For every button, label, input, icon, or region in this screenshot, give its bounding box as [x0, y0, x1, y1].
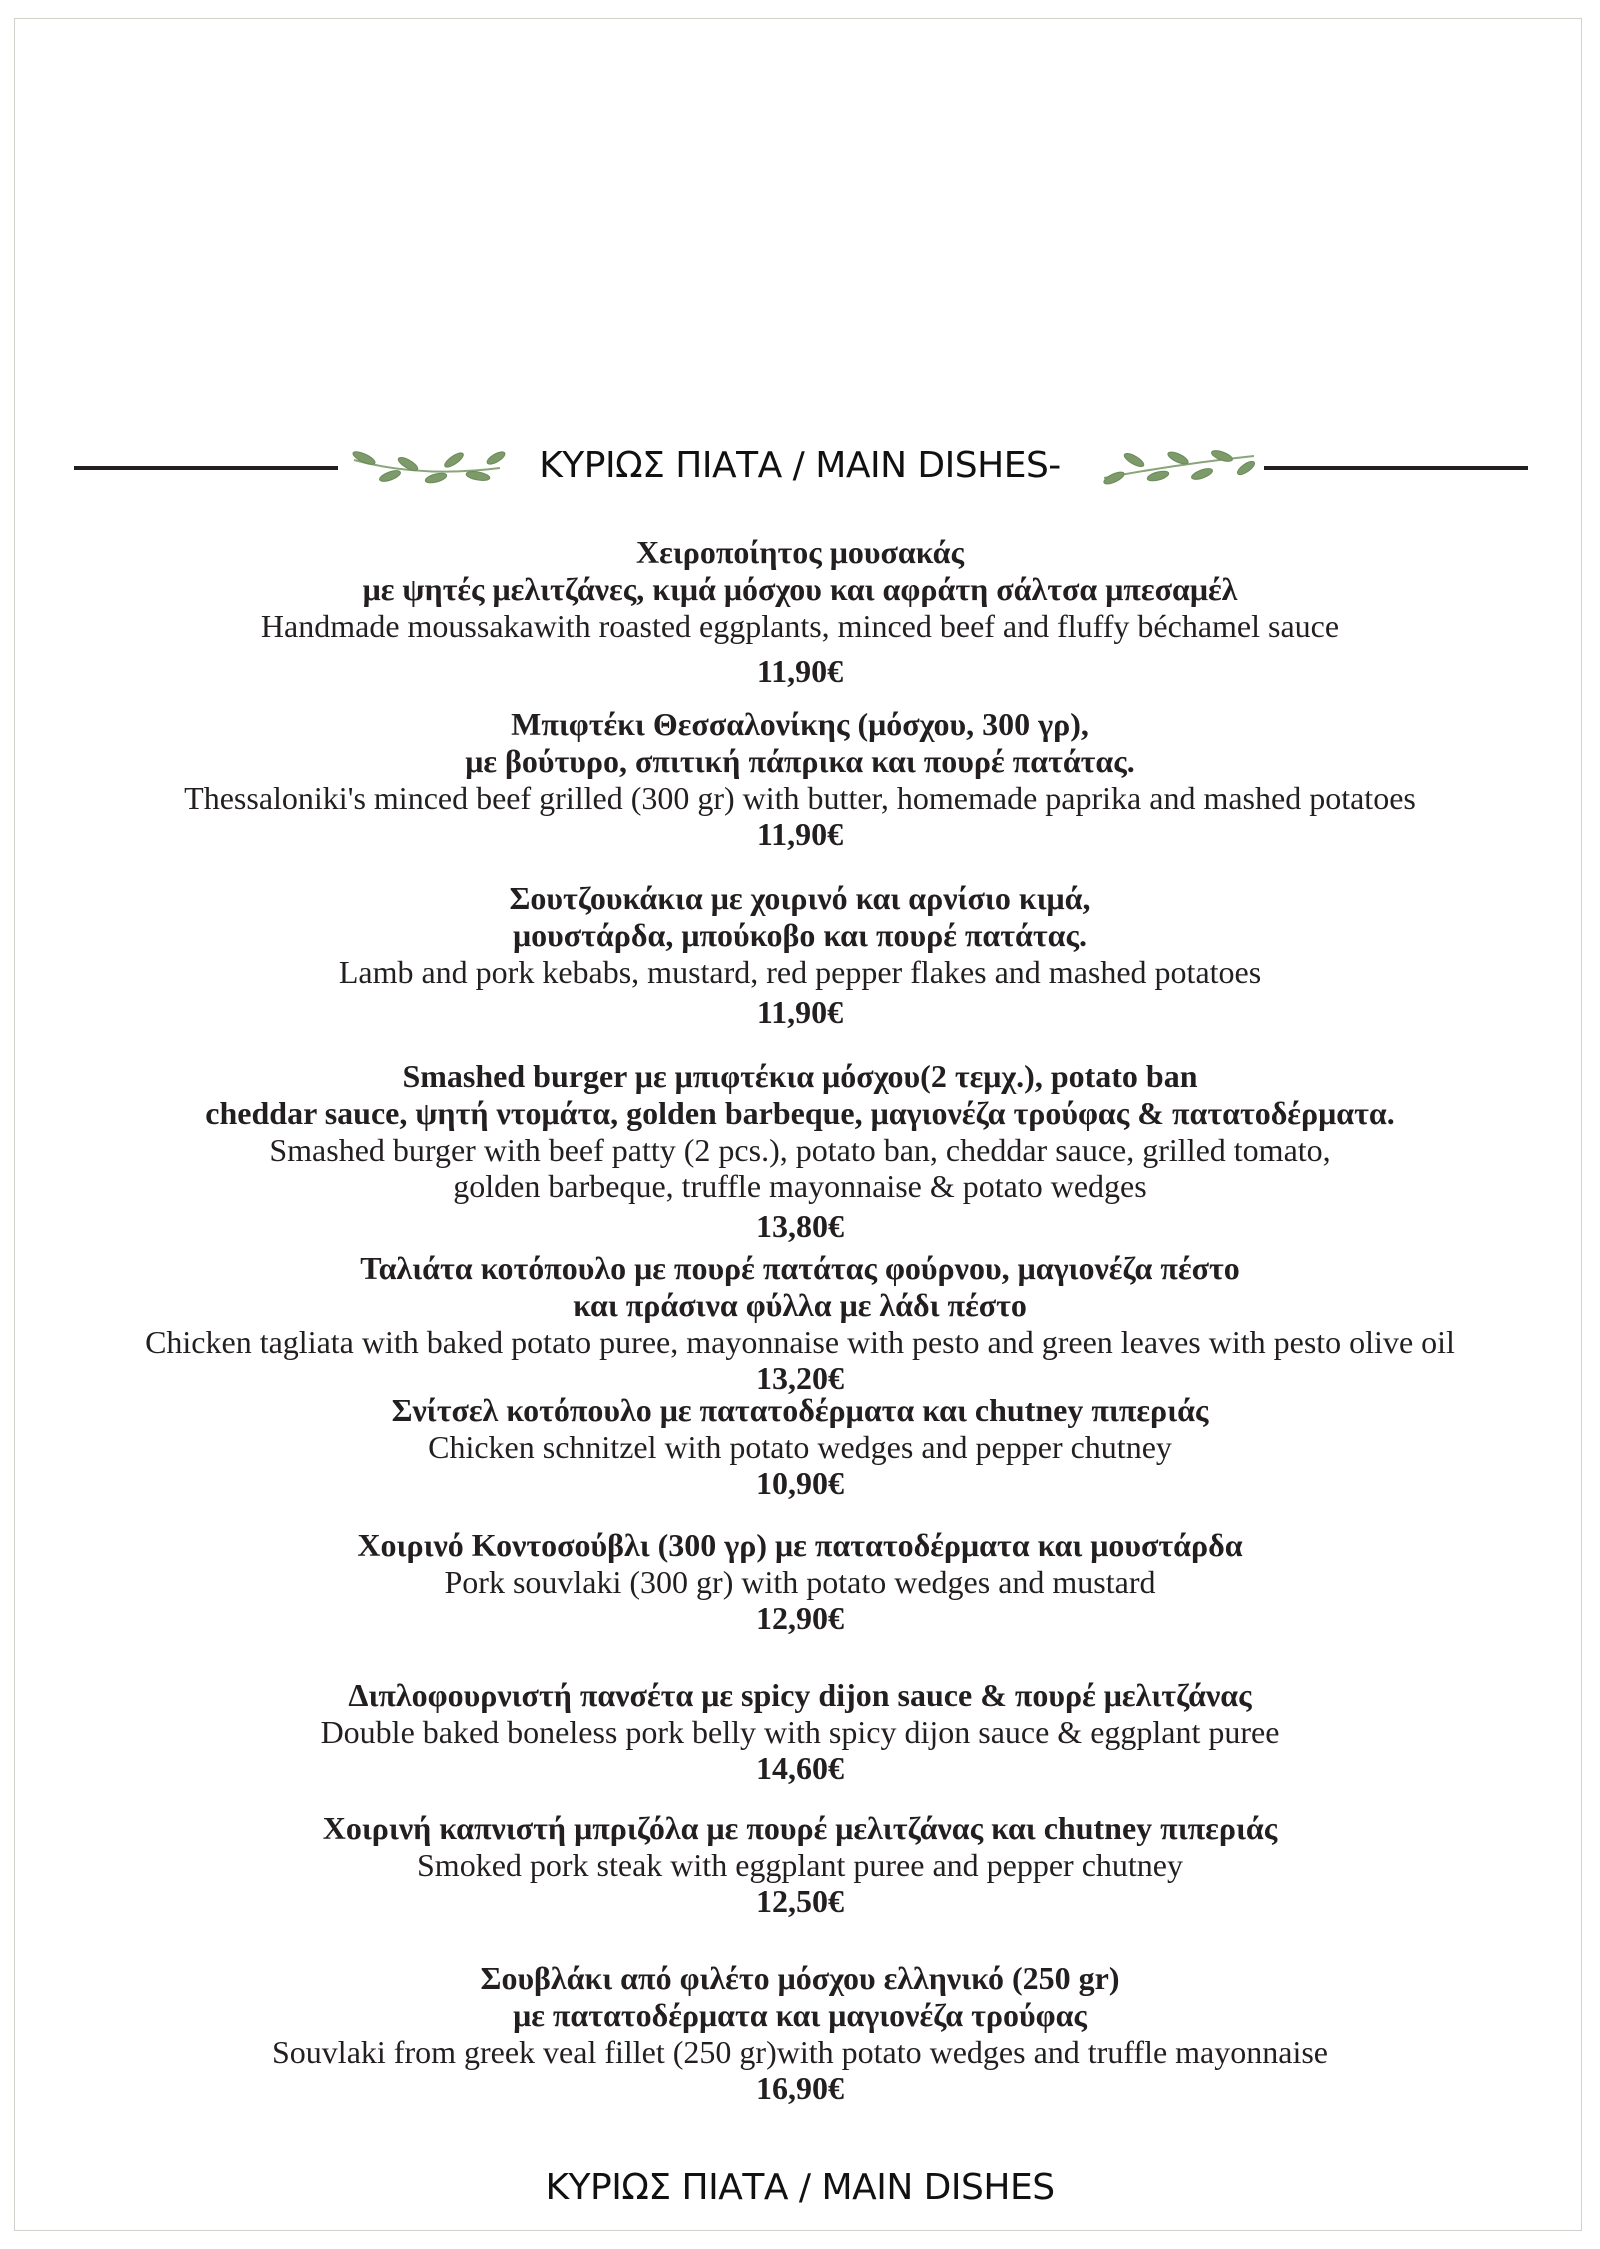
- dish-english-name: Lamb and pork kebabs, mustard, red pepper flakes and mashed potatoes: [338, 954, 1262, 990]
- dish-item: [30, 1392, 1570, 1502]
- dish-item: [30, 1810, 1570, 1920]
- dish-greek-name: Διπλοφουρνιστή πανσέτα με spicy dijon sauce & πουρέ μελιτζάνας: [348, 1677, 1252, 1713]
- dish-price: 11,90€: [756, 653, 844, 689]
- dish-english-name: Double baked boneless pork belly with spicy dijon sauce & eggplant puree: [320, 1714, 1280, 1750]
- dish-item: [30, 1677, 1570, 1787]
- dish-item: [30, 1250, 1570, 1397]
- dish-price: 14,60€: [756, 1750, 844, 1786]
- dish-greek-name: Σουβλάκι από φιλέτο μόσχου ελληνικό (250 gr): [480, 1960, 1120, 1996]
- dish-greek-name: Ταλιάτα κοτόπουλο με πουρέ πατάτας φούρνου, μαγιονέζα πέστο: [360, 1250, 1240, 1286]
- dish-item: [30, 1960, 1570, 2107]
- dish-english-name: Chicken schnitzel with potato wedges and pepper chutney: [428, 1429, 1172, 1465]
- dish-english-name: Smashed burger with beef patty (2 pcs.), potato ban, cheddar sauce, grilled tomato,: [269, 1132, 1331, 1168]
- olive-branch-icon: [1098, 442, 1258, 492]
- header-rule-left: [74, 466, 338, 470]
- dish-english-name: Handmade moussakawith roasted eggplants, minced beef and fluffy béchamel sauce: [260, 608, 1340, 644]
- dish-greek-name: με πατατοδέρματα και μαγιονέζα τρούφας: [513, 1997, 1087, 2033]
- dish-english-name: Souvlaki from greek veal fillet (250 gr)with potato wedges and truffle mayonnaise: [272, 2034, 1328, 2070]
- section-header: [0, 436, 1600, 496]
- footer-title: ΚΥΡΙΩΣ ΠΙΑΤΑ / MAIN DISHES: [545, 2167, 1055, 2208]
- dish-english-name: Chicken tagliata with baked potato puree, mayonnaise with pesto and green leaves with pesto olive oil: [145, 1324, 1455, 1360]
- dish-english-name: Thessaloniki's minced beef grilled (300 gr) with butter, homemade paprika and mashed potatoes: [184, 780, 1416, 816]
- dish-greek-name: Χοιρινό Κοντοσούβλι (300 γρ) με πατατοδέρματα και μουστάρδα: [357, 1527, 1243, 1563]
- dish-greek-name: Χοιρινή καπνιστή μπριζόλα με πουρέ μελιτζάνας και chutney πιπεριάς: [322, 1810, 1278, 1846]
- olive-branch-icon: [350, 442, 510, 492]
- dish-item: [30, 706, 1570, 853]
- dish-greek-name: και πράσινα φύλλα με λάδι πέστο: [573, 1287, 1027, 1323]
- dish-price: 11,90€: [756, 816, 844, 852]
- dish-price: 12,50€: [756, 1883, 844, 1919]
- dish-item: [30, 880, 1570, 1031]
- dish-item: [30, 1058, 1570, 1245]
- section-title: ΚΥΡΙΩΣ ΠΙΑΤΑ / MAIN DISHES-: [539, 445, 1061, 486]
- dish-english-name: golden barbeque, truffle mayonnaise & potato wedges: [453, 1168, 1147, 1204]
- dish-greek-name: με ψητές μελιτζάνες, κιμά μόσχου και αφράτη σάλτσα μπεσαμέλ: [362, 571, 1238, 607]
- dish-price: 11,90€: [756, 994, 844, 1030]
- dish-english-name: Smoked pork steak with eggplant puree and pepper chutney: [417, 1847, 1183, 1883]
- dish-item: [30, 1527, 1570, 1637]
- dish-greek-name: cheddar sauce, ψητή ντομάτα, golden barbeque, μαγιονέζα τρούφας & πατατοδέρματα.: [205, 1095, 1395, 1131]
- dish-greek-name: μουστάρδα, μπούκοβο και πουρέ πατάτας.: [512, 917, 1087, 953]
- dish-price: 13,20€: [756, 1360, 844, 1396]
- dish-english-name: Pork souvlaki (300 gr) with potato wedges and mustard: [444, 1564, 1156, 1600]
- dish-greek-name: Μπιφτέκι Θεσσαλονίκης (μόσχου, 300 γρ),: [511, 706, 1089, 742]
- dish-greek-name: Smashed burger με μπιφτέκια μόσχου(2 τεμχ.), potato ban: [402, 1058, 1198, 1094]
- dish-price: 12,90€: [756, 1600, 844, 1636]
- dish-greek-name: Χειροποίητος μουσακάς: [636, 534, 964, 570]
- dish-price: 16,90€: [756, 2070, 844, 2106]
- dish-greek-name: Σνίτσελ κοτόπουλο με πατατοδέρματα και chutney πιπεριάς: [391, 1392, 1209, 1428]
- dish-price: 13,80€: [756, 1208, 844, 1244]
- dish-item: [30, 534, 1570, 690]
- dish-greek-name: με βούτυρο, σπιτική πάπρικα και πουρέ πατάτας.: [465, 743, 1135, 779]
- dish-price: 10,90€: [756, 1465, 844, 1501]
- dish-greek-name: Σουτζουκάκια με χοιρινό και αρνίσιο κιμά,: [509, 880, 1091, 916]
- header-rule-right: [1264, 466, 1528, 470]
